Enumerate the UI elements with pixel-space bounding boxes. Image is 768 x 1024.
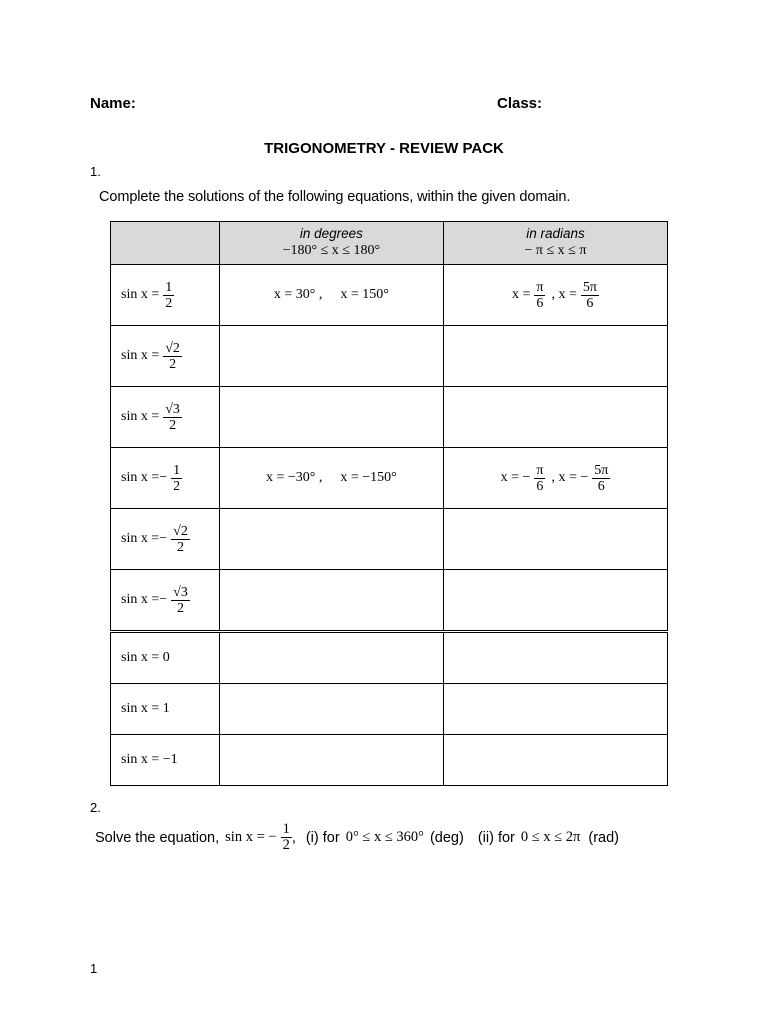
page-title: TRIGONOMETRY - REVIEW PACK: [264, 140, 504, 157]
radians-numerator-1: π: [536, 462, 544, 478]
table-row: [111, 632, 668, 684]
page-number: 1: [90, 961, 98, 976]
radians-denominator-1: 6: [536, 478, 544, 494]
question-2-domain-i: 0° ≤ x ≤ 360°: [345, 829, 424, 845]
equation-denominator: 2: [176, 600, 184, 616]
radians-prefix-2: , x = −: [551, 470, 589, 485]
table-row: [111, 735, 668, 786]
equation-cell: [111, 387, 220, 448]
equation-denominator: 2: [176, 539, 184, 555]
equation-lhs: sin x = 0: [121, 650, 170, 665]
question-2-numerator: 1: [282, 821, 290, 837]
name-label: Name:: [90, 95, 136, 112]
equation-denominator: 2: [169, 356, 177, 372]
equation-lhs: sin x =: [121, 287, 160, 302]
question-2-prefix: Solve the equation,: [95, 829, 220, 846]
equation-lhs: sin x =: [121, 348, 160, 363]
table-row: [111, 570, 668, 632]
degrees-solution-1: x = −30° ,: [265, 470, 323, 485]
equation-cell: [111, 570, 220, 632]
degrees-answer-cell[interactable]: [219, 509, 443, 570]
equation-cell: [111, 632, 220, 684]
table-header-row: [111, 222, 668, 265]
question-2-part-ii: (ii) for: [477, 829, 515, 846]
question-2-part-i: (i) for: [305, 829, 340, 846]
equation-sign: −: [159, 592, 168, 607]
equation-cell: [111, 509, 220, 570]
class-label: Class:: [497, 95, 543, 112]
equation-lhs: sin x =: [121, 592, 160, 607]
equation-numerator: √3: [165, 401, 180, 417]
radians-prefix-1: x =: [511, 287, 531, 302]
header-degrees-cell: [219, 222, 443, 265]
equation-denominator: 2: [169, 417, 177, 433]
radians-prefix-2: , x =: [551, 287, 577, 302]
degrees-answer-cell[interactable]: [219, 448, 443, 509]
radians-answer-cell[interactable]: [443, 387, 667, 448]
equation-sign: −: [159, 470, 168, 485]
question-2-equation-lhs: sin x = −: [225, 829, 277, 845]
degrees-domain: −180° ≤ x ≤ 180°: [282, 243, 381, 258]
equation-denominator: 2: [173, 478, 181, 494]
question-1-instruction: Complete the solutions of the following equations, within the given domain.: [99, 189, 571, 205]
question-1-number: 1.: [90, 164, 101, 179]
degrees-answer-cell[interactable]: [219, 735, 443, 786]
degrees-solution-1: x = 30° ,: [273, 287, 323, 302]
radians-prefix-1: x = −: [500, 470, 531, 485]
radians-label: in radians: [526, 226, 585, 241]
equation-sign: −: [159, 531, 168, 546]
equation-lhs: sin x =: [121, 409, 160, 424]
radians-answer-cell[interactable]: [443, 735, 667, 786]
question-2-denominator: 2: [282, 837, 290, 853]
equation-lhs: sin x =: [121, 531, 160, 546]
radians-domain: − π ≤ x ≤ π: [524, 243, 587, 258]
solutions-table: [110, 221, 668, 786]
radians-denominator-2: 6: [586, 295, 594, 311]
radians-numerator-2: 5π: [594, 462, 609, 478]
equation-numerator: √3: [173, 584, 188, 600]
degrees-label: in degrees: [299, 226, 363, 241]
equation-lhs: sin x =: [121, 470, 160, 485]
degrees-solution-2: x = −150°: [340, 470, 397, 485]
equation-lhs: sin x = 1: [121, 701, 170, 716]
equation-numerator: 1: [165, 279, 173, 295]
equation-denominator: 2: [165, 295, 173, 311]
radians-answer-cell[interactable]: [443, 684, 667, 735]
radians-numerator-1: π: [536, 279, 544, 295]
table-row: [111, 448, 668, 509]
degrees-answer-cell[interactable]: [219, 684, 443, 735]
radians-answer-cell[interactable]: [443, 509, 667, 570]
equation-numerator: √2: [165, 340, 180, 356]
radians-answer-cell[interactable]: [443, 632, 667, 684]
equation-cell: [111, 265, 220, 326]
radians-answer-cell[interactable]: [443, 448, 667, 509]
header-blank-cell: [111, 222, 220, 265]
degrees-answer-cell[interactable]: [219, 387, 443, 448]
equation-lhs: sin x = −1: [121, 752, 178, 767]
table-row: [111, 509, 668, 570]
degrees-answer-cell[interactable]: [219, 632, 443, 684]
equation-cell: [111, 326, 220, 387]
question-2-unit-ii: (rad): [588, 829, 619, 846]
equation-numerator: 1: [173, 462, 181, 478]
equation-cell: [111, 684, 220, 735]
table-row: [111, 684, 668, 735]
equation-cell: [111, 448, 220, 509]
header-radians-cell: [443, 222, 667, 265]
radians-denominator-1: 6: [536, 295, 544, 311]
radians-answer-cell[interactable]: [443, 326, 667, 387]
degrees-answer-cell[interactable]: [219, 265, 443, 326]
equation-cell: [111, 735, 220, 786]
table-row: [111, 265, 668, 326]
degrees-answer-cell[interactable]: [219, 326, 443, 387]
degrees-solution-2: x = 150°: [340, 287, 389, 302]
table-row: [111, 326, 668, 387]
radians-numerator-2: 5π: [582, 279, 597, 295]
question-2-unit-i: (deg): [429, 829, 464, 846]
degrees-answer-cell[interactable]: [219, 570, 443, 632]
radians-answer-cell[interactable]: [443, 570, 667, 632]
question-2-prompt: Solve the equation, sin x = − $\frac{1}{2}$ , (i) for 0° ≤ x ≤ 360° (deg) (ii) for 0 ≤ x ≤ 2π (rad): [95, 821, 619, 853]
equation-numerator: √2: [173, 523, 188, 539]
radians-answer-cell[interactable]: [443, 265, 667, 326]
question-2-domain-ii: 0 ≤ x ≤ 2π: [520, 829, 581, 845]
radians-denominator-2: 6: [597, 478, 605, 494]
question-2-number: 2.: [90, 800, 101, 815]
table-row: [111, 387, 668, 448]
